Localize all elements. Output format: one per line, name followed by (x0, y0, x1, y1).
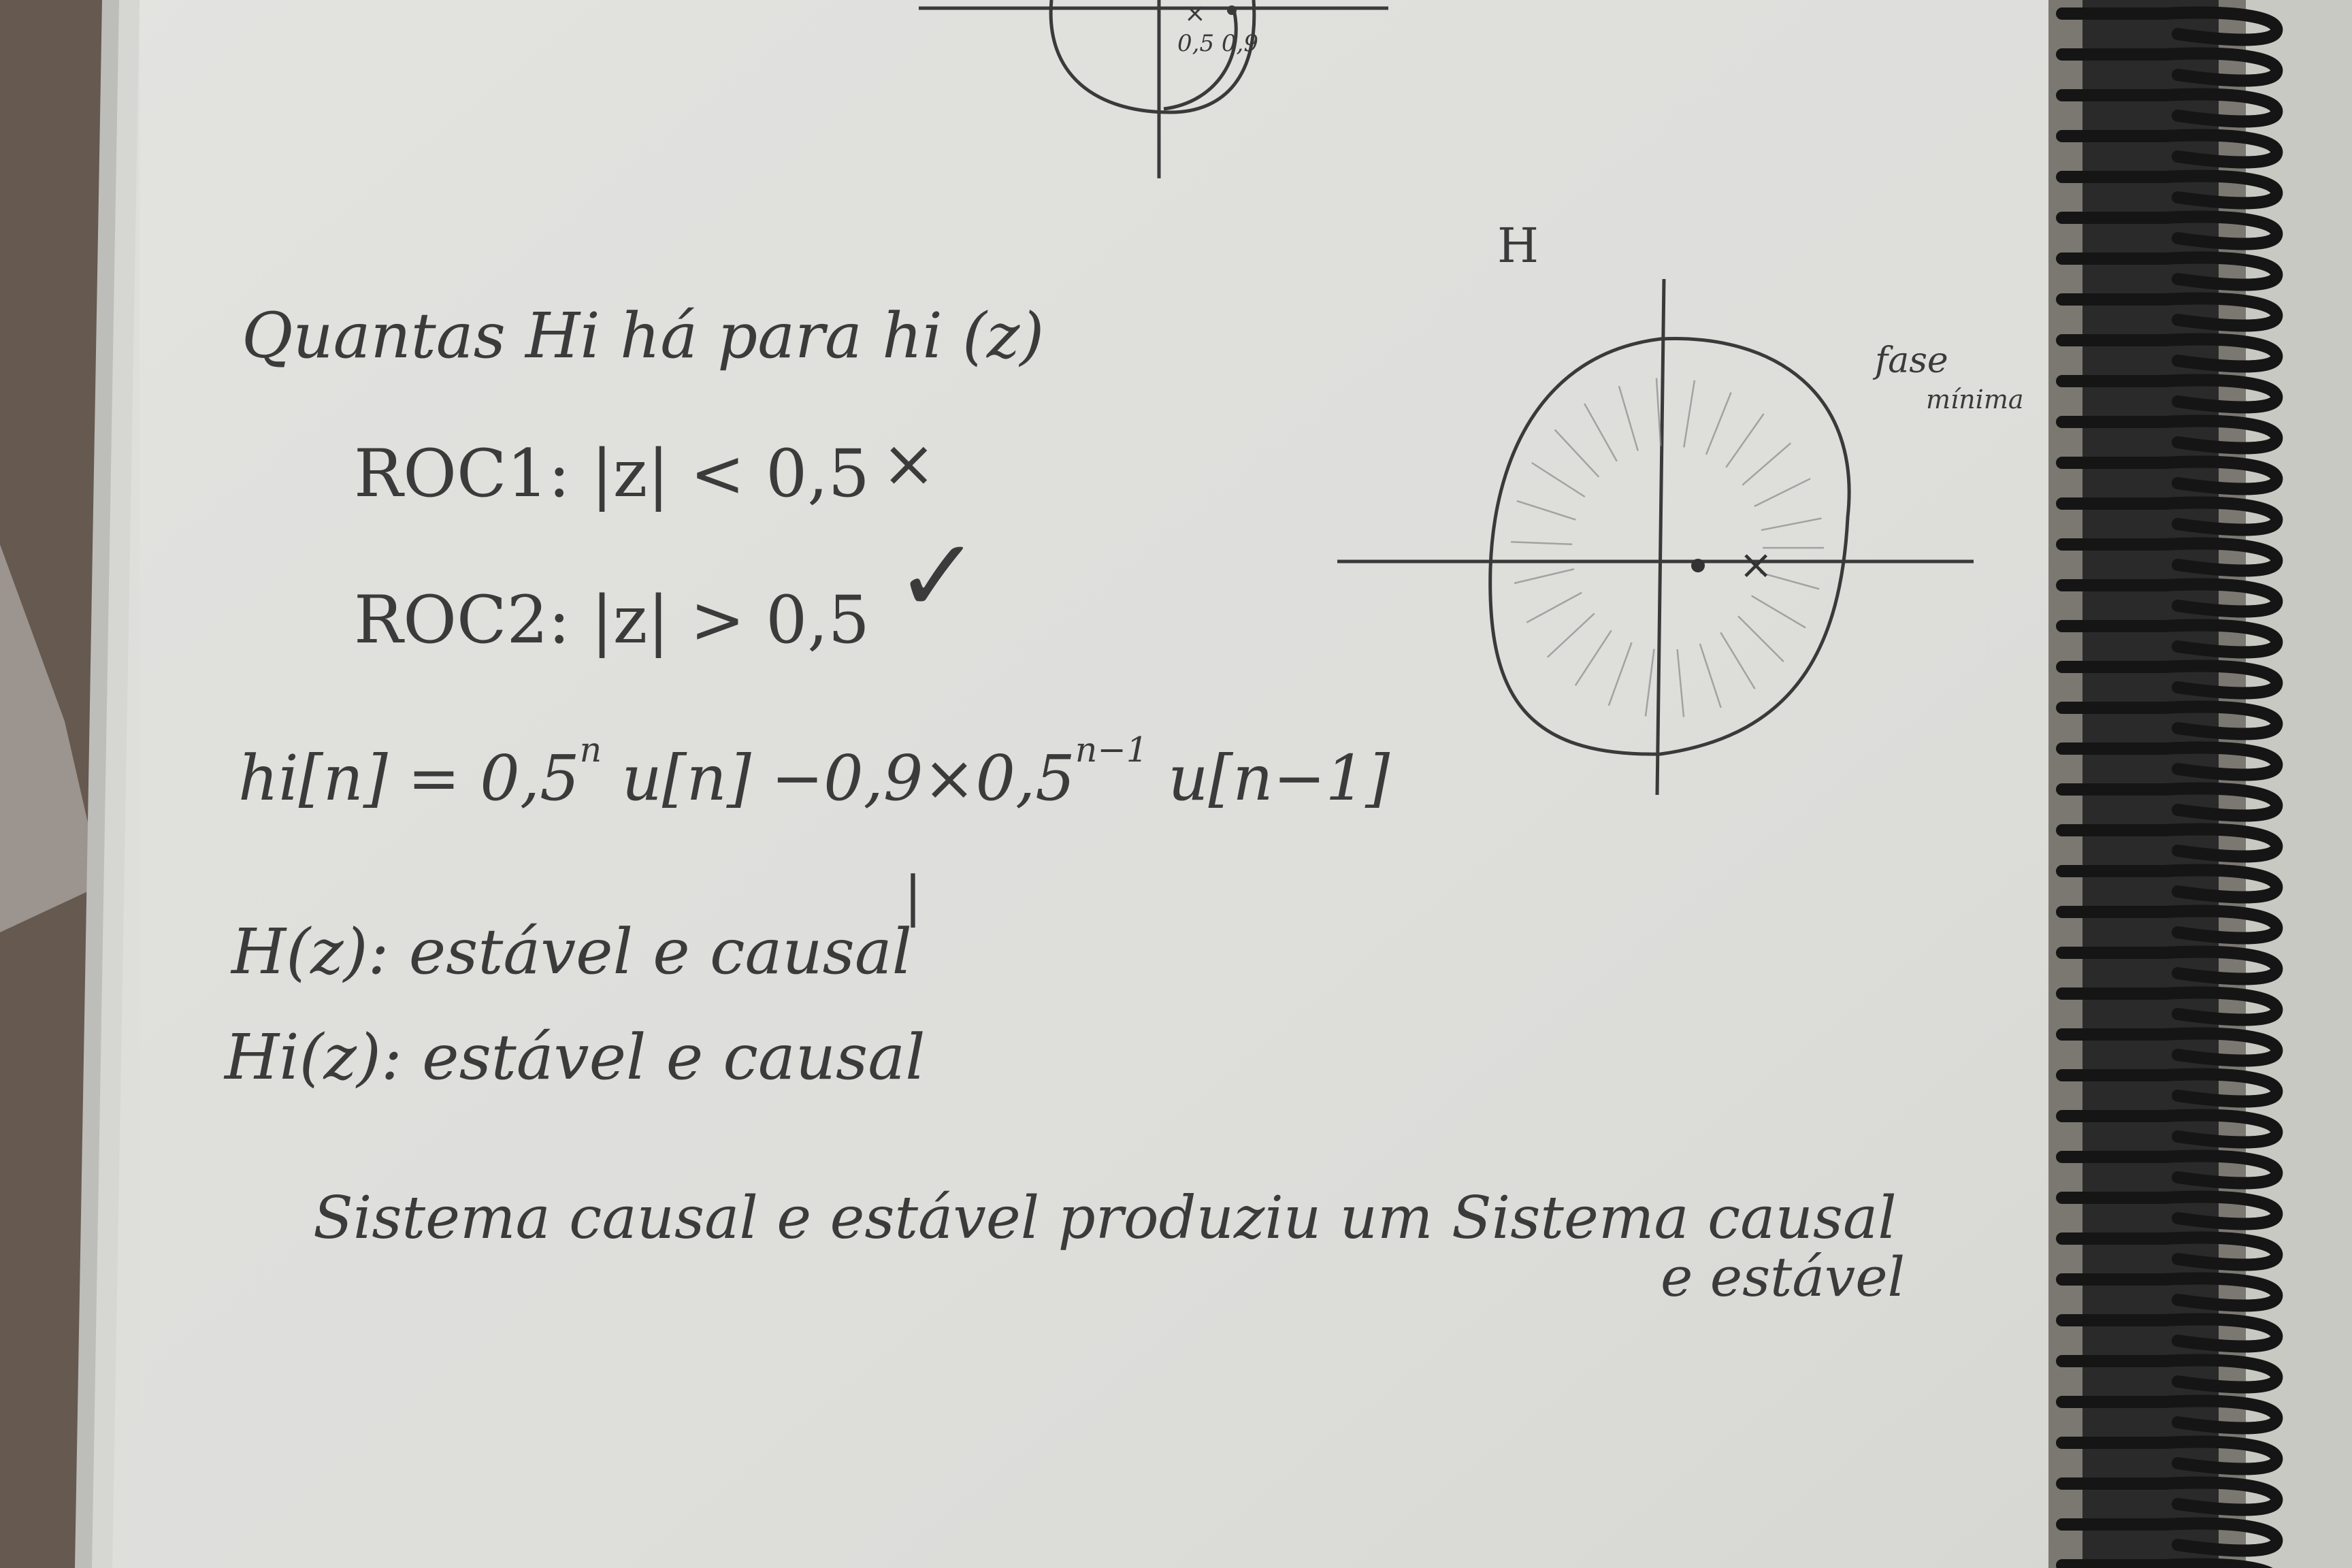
impulse-exp-n: n (579, 730, 602, 770)
conclusion-line-1: Sistema causal e estável produziu um Sistema causal (313, 1184, 1897, 1252)
zero-marker (1691, 559, 1705, 572)
impulse-response (238, 730, 1390, 815)
min-phase-label-2: mínima (1926, 385, 2024, 414)
conclusion-line-2: e estável (1661, 1245, 1906, 1309)
min-phase-label-1: fase (1875, 340, 1948, 381)
stray-mark: | (904, 864, 922, 928)
roc1-text: ROC1: |z| < 0,5 (354, 436, 870, 512)
top-sketch-dot (1227, 5, 1237, 15)
impulse-mid: u[n] −0,9×0,5 (602, 742, 1075, 815)
impulse-lhs: hi[n] = 0,5 (238, 742, 580, 815)
diagram-title: H (1497, 218, 1539, 274)
impulse-rhs: u[n−1] (1147, 742, 1390, 815)
question-text: Quantas Hi há para hi (z) (242, 299, 1045, 372)
right-edge (2246, 0, 2352, 1568)
impulse-exp-n-1: n−1 (1075, 730, 1148, 770)
pole-marker: × (1739, 541, 1774, 589)
h-properties: H(z): estável e causal (231, 915, 913, 988)
top-sketch-cross: × (1184, 0, 1206, 28)
roc1-reject-mark: × (881, 425, 936, 502)
roc2-text: ROC2: |z| > 0,5 (354, 582, 870, 658)
hi-properties: Hi(z): estável e causal (225, 1021, 926, 1094)
roc2-check-mark: ✓ (895, 517, 981, 636)
top-sketch-values: 0,5 0,9 (1177, 30, 1258, 57)
spiral-coil (2062, 1565, 2276, 1568)
